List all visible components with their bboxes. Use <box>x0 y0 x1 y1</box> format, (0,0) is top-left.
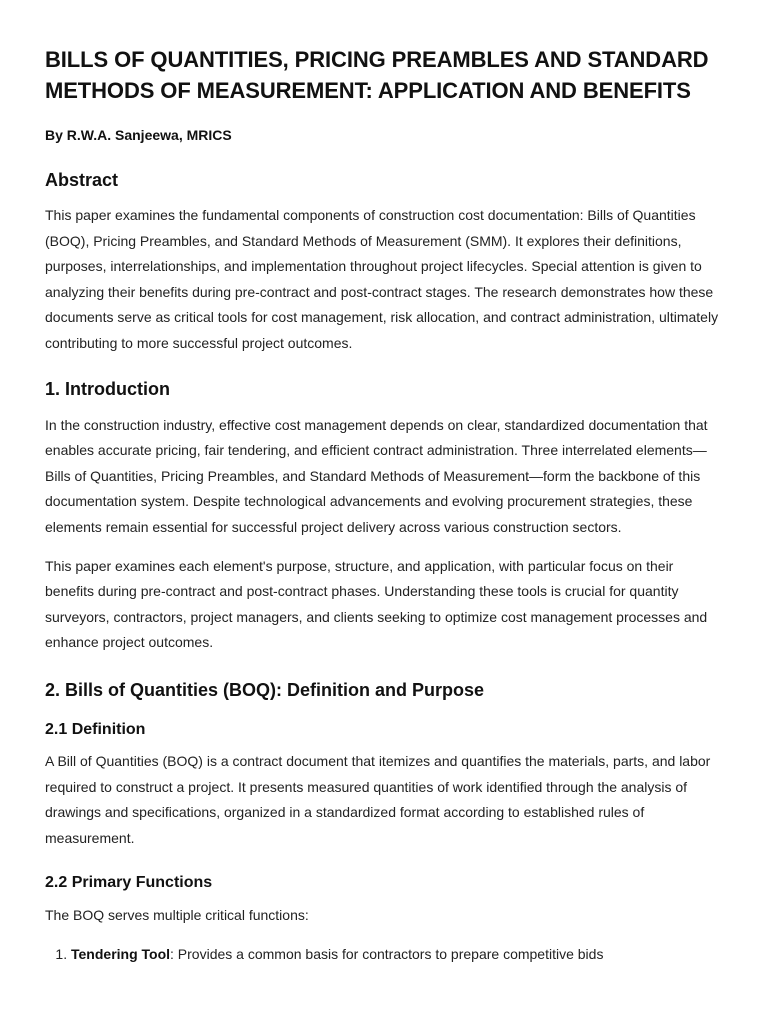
definition-paragraph: A Bill of Quantities (BOQ) is a contract document that itemizes and quantifies the materials, parts, and labor required to construct a project. It presents measured quantities of work identified through the analysis of drawings and specifications, organized in a standardized format according to established rules of measurement. <box>45 752 711 846</box>
functions-intro-text: The BOQ serves multiple critical functions: <box>45 907 309 924</box>
abstract-paragraph: This paper examines the fundamental components of construction cost documentation: Bills of Quantities (BOQ), Pricing Preambles, and Standard Methods of Measurement (SMM). It explores their definitions, purposes, interrelationships, and implementation throughout project lifecycles. Special attention is given to analyzing their benefits during pre-contract and post-contract stages. The research demonstrates how these documents serve as critical tools for cost management, risk allocation, and contract administration, ultimately contributing to more successful project outcomes. <box>45 207 719 351</box>
list-item-term: Tendering Tool <box>71 945 171 962</box>
introduction-heading: 1. Introduction <box>45 378 170 399</box>
definition-subheading: 2.1 Definition <box>45 720 146 738</box>
primary-functions-subheading: 2.2 Primary Functions <box>45 874 213 892</box>
paper-title: BILLS OF QUANTITIES, PRICING PREAMBLES AND STANDARD METHODS OF MEASUREMENT: APPLICATION AND BENEFITS <box>45 47 709 103</box>
boq-section-heading: 2. Bills of Quantities (BOQ): Definition and Purpose <box>45 679 485 700</box>
author-line: By R.W.A. Sanjeewa, MRICS <box>45 127 232 143</box>
abstract-heading: Abstract <box>45 170 119 190</box>
list-item-text: : Provides a common basis for contractors to prepare competitive bids <box>170 945 604 962</box>
functions-list <box>45 942 722 968</box>
introduction-paragraph-1: In the construction industry, effective cost management depends on clear, standardized documentation that enables accurate pricing, fair tendering, and efficient contract administration. Three interrelated elements—Bills of Quantities, Pricing Preambles, and Standard Methods of Measurement—form the backbone of this documentation system. Despite technological advancements and evolving procurement strategies, these elements remain essential for successful project delivery across various construction sectors. <box>45 416 708 535</box>
introduction-paragraph-2: This paper examines each element's purpose, structure, and application, with particular focus on their benefits during pre-contract and post-contract phases. Understanding these tools is crucial for quantity surveyors, contractors, project managers, and clients seeking to optimize cost management processes and enhance project outcomes. <box>45 557 708 651</box>
list-item <box>71 942 722 968</box>
